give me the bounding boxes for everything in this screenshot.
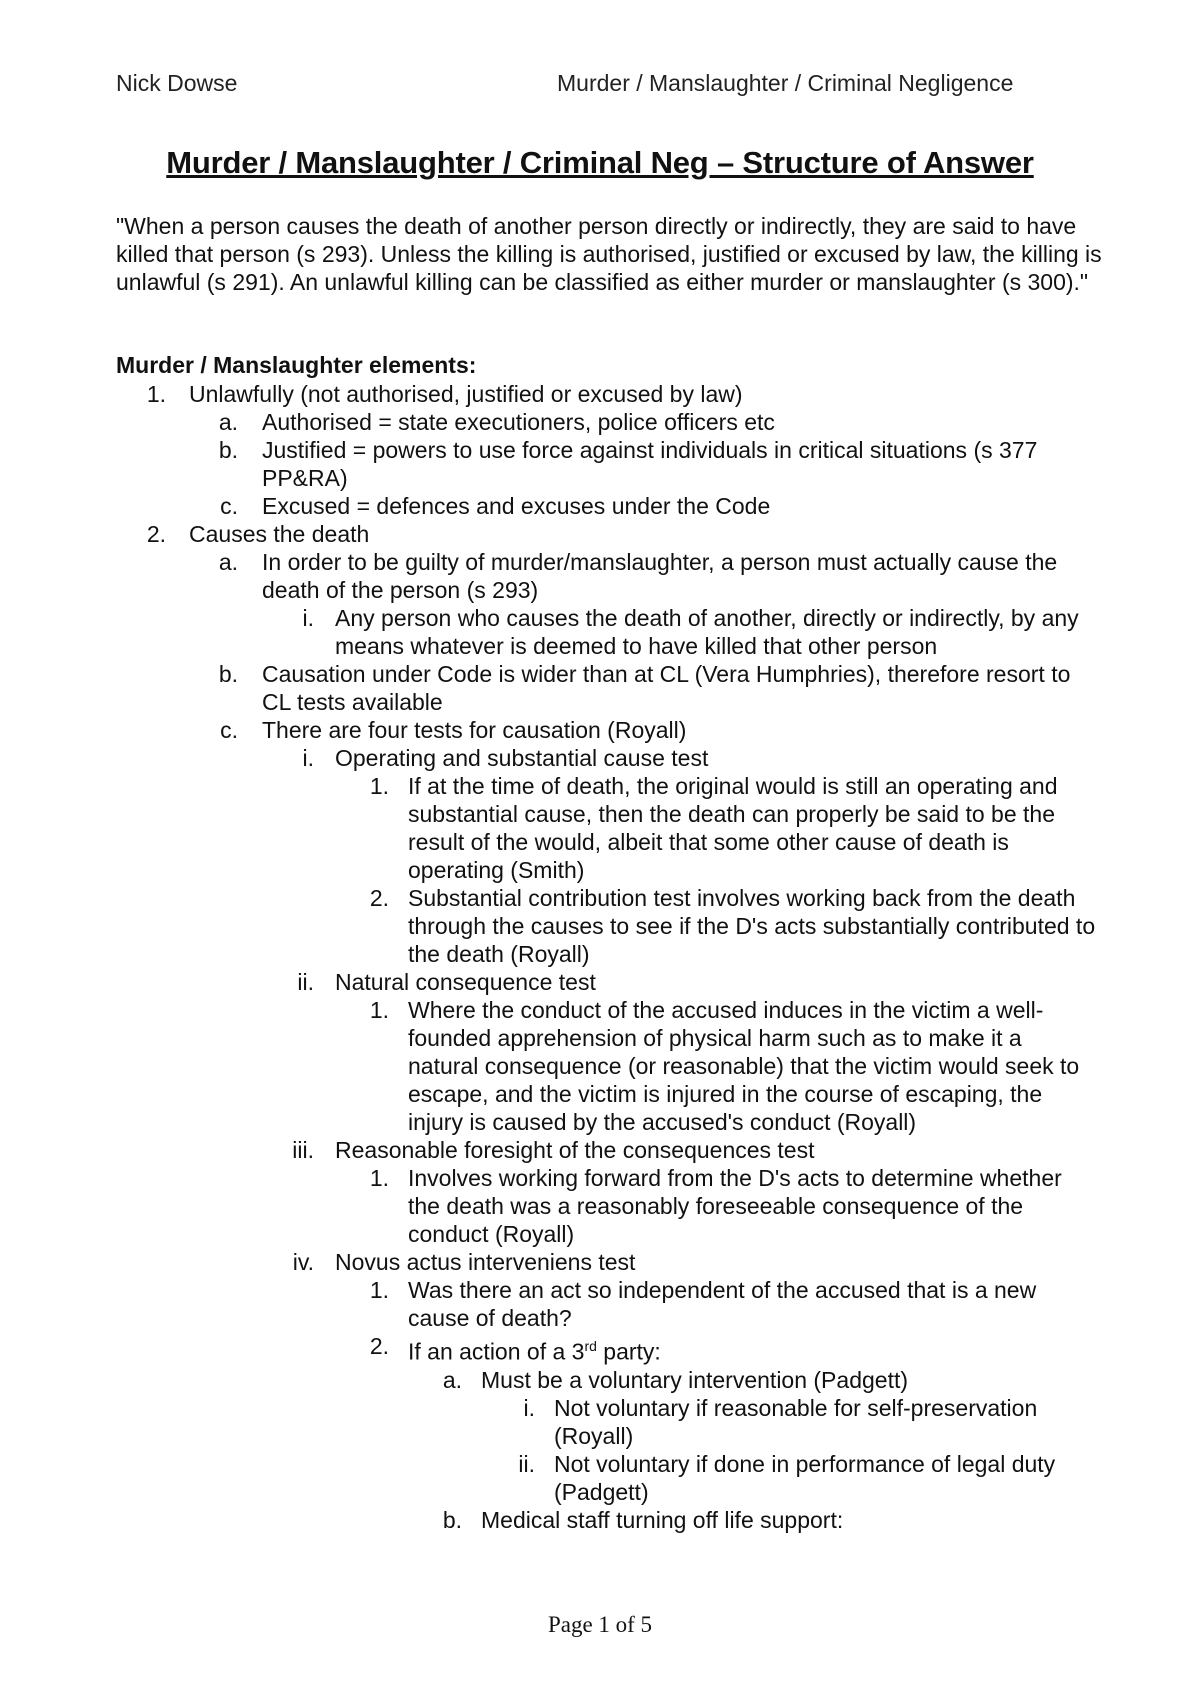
outline-item bbox=[0, 548, 1098, 604]
outline-item bbox=[0, 492, 1098, 520]
outline-item bbox=[0, 408, 1098, 436]
page-footer: Page 1 of 5 bbox=[547, 1612, 653, 1637]
outline-marker: a. bbox=[218, 549, 238, 575]
outline-item bbox=[0, 1366, 1098, 1394]
outline-marker: i. bbox=[302, 745, 314, 771]
outline-text: Unlawfully (not authorised, justified or excused by law) bbox=[189, 381, 743, 407]
outline-marker: a. bbox=[218, 409, 238, 435]
outline-marker: iii. bbox=[292, 1137, 314, 1163]
outline-marker: ii. bbox=[518, 1450, 535, 1477]
outline-item bbox=[0, 1332, 1098, 1366]
intro-paragraph: "When a person causes the death of another person directly or indirectly, they are said to have killed that person (s 293). Unless the killing is authorised, justified or excused by law, the killing is unlawful (s 291). An unlawful killing can be classified as either murder or manslaughter (s 300)." bbox=[116, 213, 1102, 295]
outline-item bbox=[0, 1394, 1098, 1450]
outline-text: Justified = powers to use force against individuals in critical situations (s 377 PP&RA) bbox=[262, 437, 1038, 491]
elements-outline bbox=[0, 380, 1200, 1534]
outline-marker: 2. bbox=[369, 885, 389, 911]
outline-text: Causation under Code is wider than at CL (Vera Humphries), therefore resort to CL tests available bbox=[262, 661, 1071, 715]
outline-marker: 2. bbox=[369, 1333, 389, 1359]
outline-item bbox=[0, 1136, 1098, 1164]
outline-marker: 1. bbox=[369, 773, 389, 799]
outline-text: Where the conduct of the accused induces in the victim a well-founded apprehension of physical harm such as to make it a natural consequence (or reasonable) that the victim would seek to escape, and the victim is injured in the course of escaping, the injury is caused by the accused's conduct (Royall) bbox=[408, 997, 1080, 1135]
outline-marker: 1. bbox=[369, 1277, 389, 1303]
outline-text: Not voluntary if reasonable for self-preservation (Royall) bbox=[554, 1394, 1038, 1449]
outline-item bbox=[0, 968, 1098, 996]
outline-text: Substantial contribution test involves working back from the death through the causes to see if the D's acts substantially contributed to the death (Royall) bbox=[408, 885, 1096, 967]
outline-item bbox=[0, 996, 1098, 1136]
outline-item bbox=[0, 380, 1098, 408]
outline-text: Authorised = state executioners, police officers etc bbox=[262, 409, 775, 435]
outline-item bbox=[0, 772, 1098, 884]
outline-text: Reasonable foresight of the consequences test bbox=[335, 1137, 815, 1163]
outline-text: Medical staff turning off life support: bbox=[481, 1506, 844, 1533]
outline-marker: c. bbox=[220, 717, 238, 743]
outline-marker: 1. bbox=[146, 381, 166, 407]
outline-marker: c. bbox=[220, 493, 238, 519]
outline-text: Natural consequence test bbox=[335, 969, 596, 995]
outline-text: Causes the death bbox=[189, 521, 370, 547]
outline-text: If at the time of death, the original would is still an operating and substantial cause, then the death can properly be said to be the result of the would, albeit that some other cause of death is operating (Smith) bbox=[408, 773, 1058, 883]
outline-marker: b. bbox=[218, 661, 238, 687]
outline-item bbox=[0, 1276, 1098, 1332]
header-author: Nick Dowse bbox=[116, 70, 238, 96]
outline-marker: b. bbox=[442, 1506, 462, 1533]
outline-text: Must be a voluntary intervention (Padgett) bbox=[481, 1366, 909, 1393]
outline-item bbox=[0, 436, 1098, 492]
outline-text: Novus actus interveniens test bbox=[335, 1249, 636, 1275]
outline-item bbox=[0, 716, 1098, 744]
outline-item bbox=[0, 744, 1098, 772]
outline-text: Excused = defences and excuses under the Code bbox=[262, 493, 771, 519]
outline-marker: 1. bbox=[369, 997, 389, 1023]
outline-marker: b. bbox=[218, 437, 238, 463]
outline-item bbox=[0, 1164, 1098, 1248]
outline-item bbox=[0, 660, 1098, 716]
outline-text: Involves working forward from the D's acts to determine whether the death was a reasonably foreseeable consequence of the conduct (Royall) bbox=[408, 1165, 1062, 1247]
outline-text: Not voluntary if done in performance of legal duty (Padgett) bbox=[554, 1450, 1056, 1505]
outline-marker: iv. bbox=[292, 1249, 314, 1275]
outline-item bbox=[0, 1506, 1098, 1534]
outline-text: There are four tests for causation (Royall) bbox=[262, 717, 687, 743]
outline-marker: i. bbox=[302, 605, 314, 631]
outline-item bbox=[0, 520, 1098, 548]
outline-text: Operating and substantial cause test bbox=[335, 745, 709, 771]
outline-text: Was there an act so independent of the accused that is a new cause of death? bbox=[408, 1277, 1037, 1331]
outline-text: If an action of a 3rd party: bbox=[408, 1338, 661, 1365]
outline-text: In order to be guilty of murder/manslaughter, a person must actually cause the death of the person (s 293) bbox=[262, 549, 1058, 603]
page-title: Murder / Manslaughter / Criminal Neg – Structure of Answer bbox=[166, 145, 1034, 180]
outline-item bbox=[0, 604, 1098, 660]
outline-marker: i. bbox=[523, 1394, 535, 1421]
outline-marker: a. bbox=[442, 1366, 462, 1393]
section-heading: Murder / Manslaughter elements: bbox=[116, 352, 477, 378]
outline-marker: 1. bbox=[369, 1165, 389, 1191]
outline-text: Any person who causes the death of another, directly or indirectly, by any means whatever is deemed to have killed that other person bbox=[335, 605, 1079, 659]
outline-marker: 2. bbox=[146, 521, 166, 547]
outline-item bbox=[0, 1450, 1098, 1506]
outline-item bbox=[0, 1248, 1098, 1276]
outline-marker: ii. bbox=[297, 969, 314, 995]
outline-item bbox=[0, 884, 1098, 968]
header-subject: Murder / Manslaughter / Criminal Negligence bbox=[557, 70, 1014, 96]
